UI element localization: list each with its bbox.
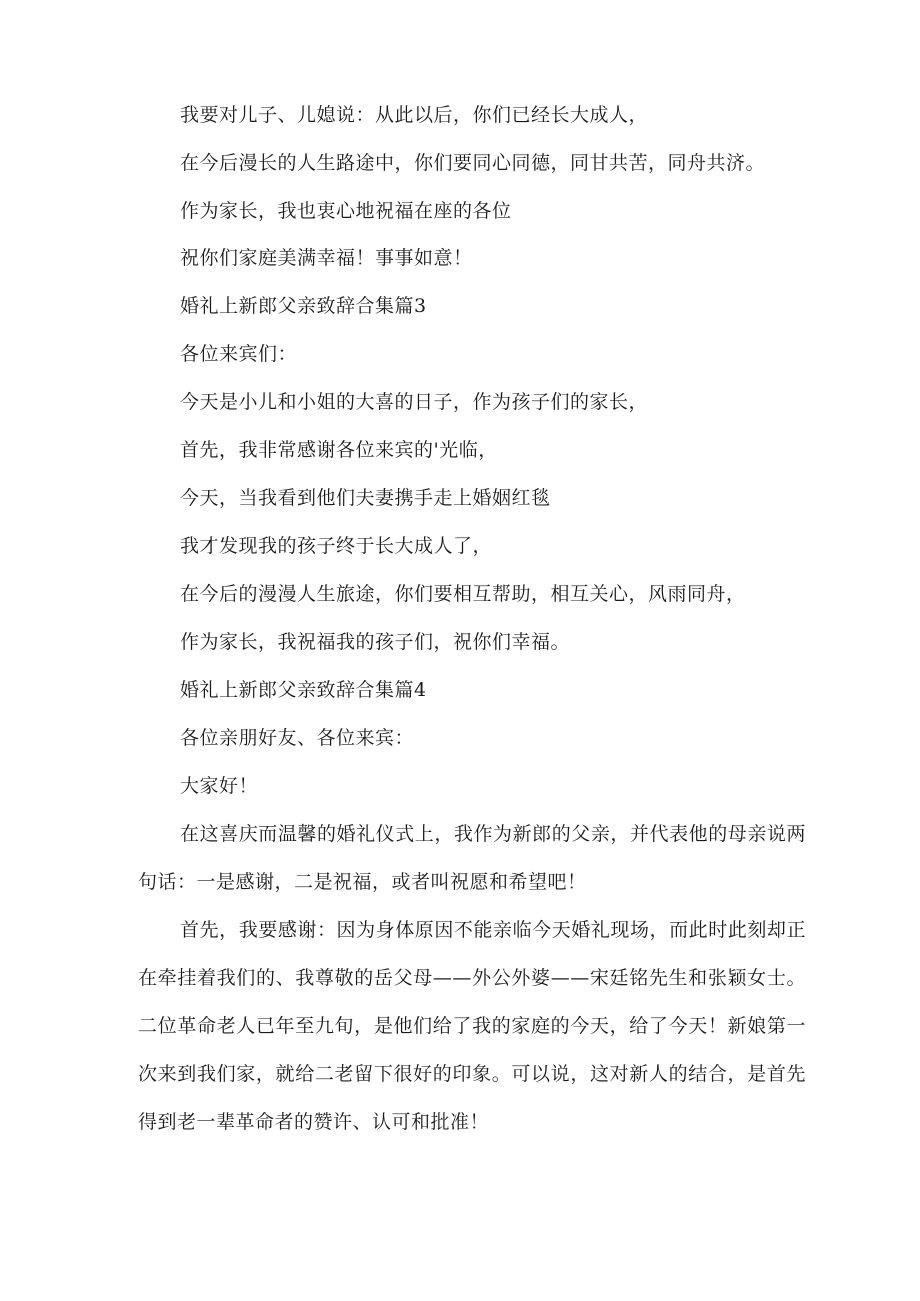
paragraph: 首先，我要感谢：因为身体原因不能亲临今天婚礼现场，而此时此刻却正在牵挂着我们的、我尊敬的岳父母——外公外婆——宋廷铭先生和张颖女士。二位革命老人已年至九旬，是他们给了我的家庭的今天，给了今天！新娘第一次来到我们家，就给二老留下很好的印象。可以说，这对新人的结合，是首先得到老一辈革命者的赞许、认可和批准！ <box>138 919 806 1133</box>
text-line: 我要对儿子、儿媳说：从此以后，你们已经长大成人， <box>180 104 649 126</box>
section-heading: 婚礼上新郎父亲致辞合集篇3 <box>180 295 427 317</box>
text-line: 在今后漫长的人生路途中，你们要同心同德，同甘共苦，同舟共济。 <box>180 152 766 174</box>
text-line: 我才发现我的孩子终于长大成人了， <box>180 535 493 557</box>
text-line: 在今后的漫漫人生旅途，你们要相互帮助，相互关心，风雨同舟， <box>180 583 746 605</box>
salutation: 各位亲朋好友、各位来宾： <box>180 727 415 749</box>
greeting: 大家好！ <box>180 775 259 797</box>
section-heading: 婚礼上新郎父亲致辞合集篇4 <box>180 679 427 701</box>
text-line: 祝你们家庭美满幸福！事事如意！ <box>180 247 473 269</box>
text-line: 作为家长，我也衷心地祝福在座的各位 <box>180 200 512 222</box>
text-line: 首先，我非常感谢各位来宾的'光临， <box>180 439 498 461</box>
text-line: 今天，当我看到他们夫妻携手走上婚姻红毯 <box>180 487 551 509</box>
text-line: 今天是小儿和小姐的大喜的日子，作为孩子们的家长， <box>180 391 649 413</box>
salutation: 各位来宾们： <box>180 343 298 365</box>
paragraph: 在这喜庆而温馨的婚礼仪式上，我作为新郎的父亲，并代表他的母亲说两句话：一是感谢，二是祝福，或者叫祝愿和希望吧！ <box>138 823 806 893</box>
text-line: 作为家长，我祝福我的孩子们，祝你们幸福。 <box>180 631 571 653</box>
